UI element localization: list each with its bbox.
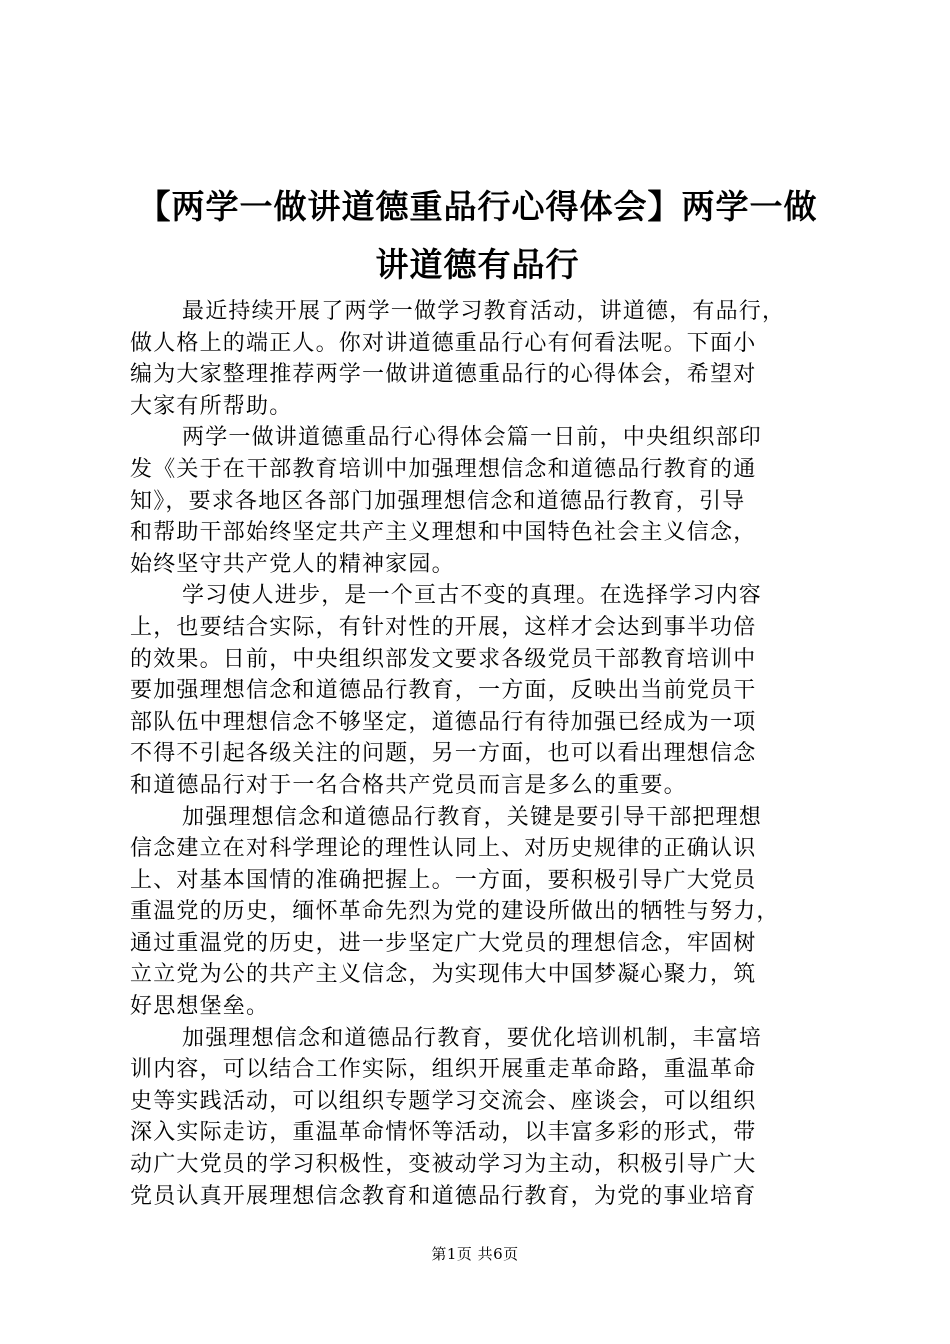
paragraph [130,422,830,580]
document-body [130,296,830,1212]
text-line: 动广大党员的学习积极性，变被动学习为主动，积极引导广大 [130,1152,757,1178]
text-line: 部队伍中理想信念不够坚定，道德品行有待加强已经成为一项 [130,709,757,735]
text-line: 发《关于在干部教育培训中加强理想信念和道德品行教育的通 [130,456,757,482]
title-line: 讲道德有品行 [375,245,580,284]
text-line: 学习使人进步，是一个亘古不变的真理。在选择学习内容 [182,583,763,609]
text-line: 两学一做讲道德重品行心得体会篇一日前，中央组织部印 [182,425,763,451]
text-line: 重温党的历史，缅怀革命先烈为党的建设所做出的牺牲与努力， [130,899,780,925]
text-line: 上，也要结合实际，有针对性的开展，这样才会达到事半功倍 [130,614,757,640]
paragraph [130,802,830,1023]
text-line: 通过重温党的历史，进一步坚定广大党员的理想信念，牢固树 [130,930,757,956]
text-line: 和道德品行对于一名合格共产党员而言是多么的重要。 [130,772,687,798]
text-line: 和帮助干部始终坚定共产主义理想和中国特色社会主义信念， [130,520,757,546]
text-line: 编为大家整理推荐两学一做讲道德重品行的心得体会，希望对 [130,362,757,388]
text-line: 深入实际走访，重温革命情怀等活动，以丰富多彩的形式，带 [130,1120,757,1146]
page-footer: 第1页 共6页 [431,1245,519,1263]
text-line: 的效果。日前，中央组织部发文要求各级党员干部教育培训中 [130,646,757,672]
text-line: 要加强理想信念和道德品行教育，一方面，反映出当前党员干 [130,678,757,704]
text-line: 立立党为公的共产主义信念，为实现伟大中国梦凝心聚力，筑 [130,962,757,988]
title-line: 【两学一做讲道德重品行心得体会】两学一做 [137,187,818,226]
text-line: 上、对基本国情的准确把握上。一方面，要积极引导广大党员 [130,867,757,893]
text-line: 最近持续开展了两学一做学习教育活动，讲道德，有品行， [182,299,786,324]
document-title [120,178,835,294]
text-line: 史等实践活动，可以组织专题学习交流会、座谈会，可以组织 [130,1088,757,1114]
text-line: 党员认真开展理想信念教育和道德品行教育，为党的事业培育 [130,1183,757,1209]
paragraph [130,1023,830,1213]
paragraph [130,296,830,422]
text-line: 加强理想信念和道德品行教育，关键是要引导干部把理想 [182,804,763,830]
text-line: 始终坚守共产党人的精神家园。 [130,551,455,577]
text-line: 不得不引起各级关注的问题，另一方面，也可以看出理想信念 [130,741,757,767]
text-line: 好思想堡垒。 [130,994,270,1020]
text-line: 做人格上的端正人。你对讲道德重品行心有何看法呢。下面小 [130,330,757,356]
text-line: 加强理想信念和道德品行教育，要优化培训机制，丰富培 [182,1025,763,1051]
text-line: 训内容，可以结合工作实际，组织开展重走革命路，重温革命 [130,1057,757,1083]
text-line: 知》，要求各地区各部门加强理想信念和道德品行教育，引导 [130,488,746,514]
text-line: 大家有所帮助。 [130,393,293,419]
paragraph [130,580,830,801]
text-line: 信念建立在对科学理论的理性认同上、对历史规律的正确认识 [130,836,757,862]
